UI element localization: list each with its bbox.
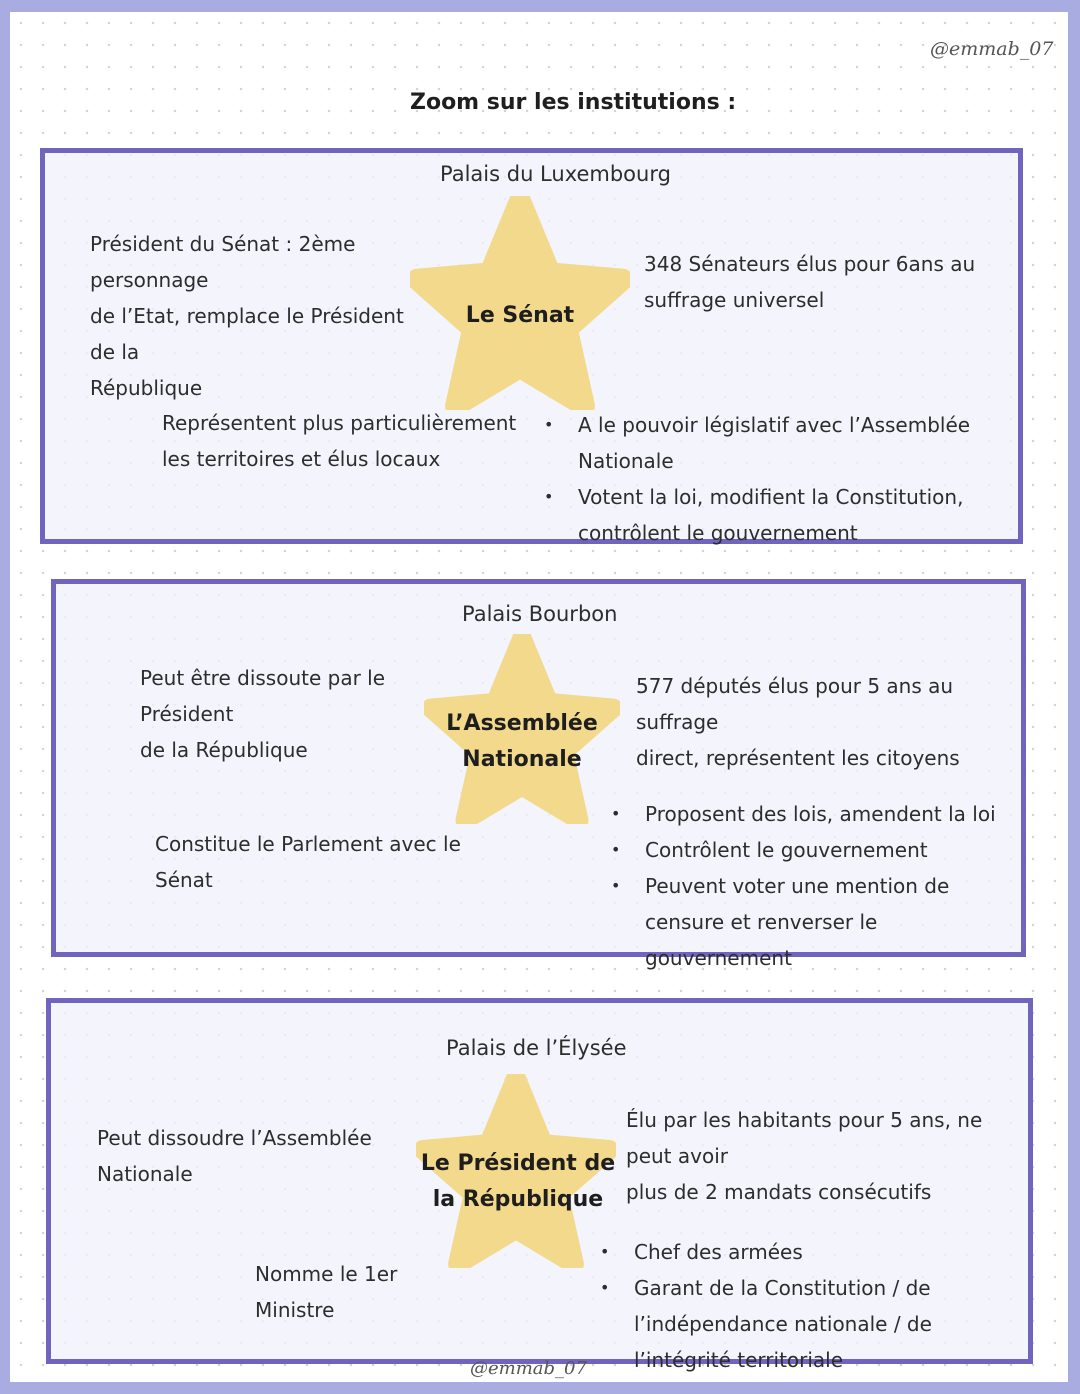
president-palace: Palais de l’Élysée	[446, 1036, 627, 1060]
assemblee-powers-list	[611, 796, 1001, 976]
assemblee-dissolution-text: Peut être dissoute par le Président de la République	[140, 666, 386, 762]
president-election-text: Élu par les habitants pour 5 ans, ne peut avoir plus de 2 mandats consécutifs	[626, 1108, 983, 1204]
president-name: Le Président de la République	[420, 1151, 616, 1212]
list-item: • A le pouvoir législatif avec l’Assemblée Nationale	[544, 407, 1004, 479]
footer-handle: @emmab_07	[470, 1358, 587, 1379]
list-item: • Peuvent voter une mention de censure et renverser le gouvernement	[611, 868, 1001, 976]
senat-representation-text: Représentent plus particulièrement les territoires et élus locaux	[162, 411, 517, 471]
president-nomination-text: Nomme le 1er Ministre	[255, 1262, 398, 1322]
assemblee-parlement-text: Constitue le Parlement avec le Sénat	[155, 832, 461, 892]
assemblee-composition-text: 577 députés élus pour 5 ans au suffrage direct, représentent les citoyens	[636, 674, 960, 770]
senat-name: Le Sénat	[465, 303, 575, 328]
senat-composition-text: 348 Sénateurs élus pour 6ans au suffrage universel	[644, 252, 976, 312]
senat-president-text: Président du Sénat : 2ème personnage de l’Etat, remplace le Président de la République	[90, 232, 404, 400]
page-title: Zoom sur les institutions :	[410, 90, 737, 115]
senat-palace: Palais du Luxembourg	[440, 162, 671, 186]
senat-powers-list	[544, 407, 1004, 551]
author-handle: @emmab_07	[930, 38, 1054, 60]
list-item: • Proposent des lois, amendent la loi	[611, 796, 1001, 832]
list-item: • Contrôlent le gouvernement	[611, 832, 1001, 868]
list-item: • Chef des armées	[600, 1234, 1020, 1270]
assemblee-palace: Palais Bourbon	[462, 602, 618, 626]
list-item: • Votent la loi, modifient la Constitution, contrôlent le gouvernement	[544, 479, 1004, 551]
president-dissolution-text: Peut dissoudre l’Assemblée Nationale	[97, 1126, 372, 1186]
president-powers-list	[600, 1234, 1020, 1378]
list-item: • Garant de la Constitution / de l’indépendance nationale / de l’intégrité territoriale	[600, 1270, 1020, 1378]
assemblee-name: L’Assemblée Nationale	[446, 711, 598, 772]
